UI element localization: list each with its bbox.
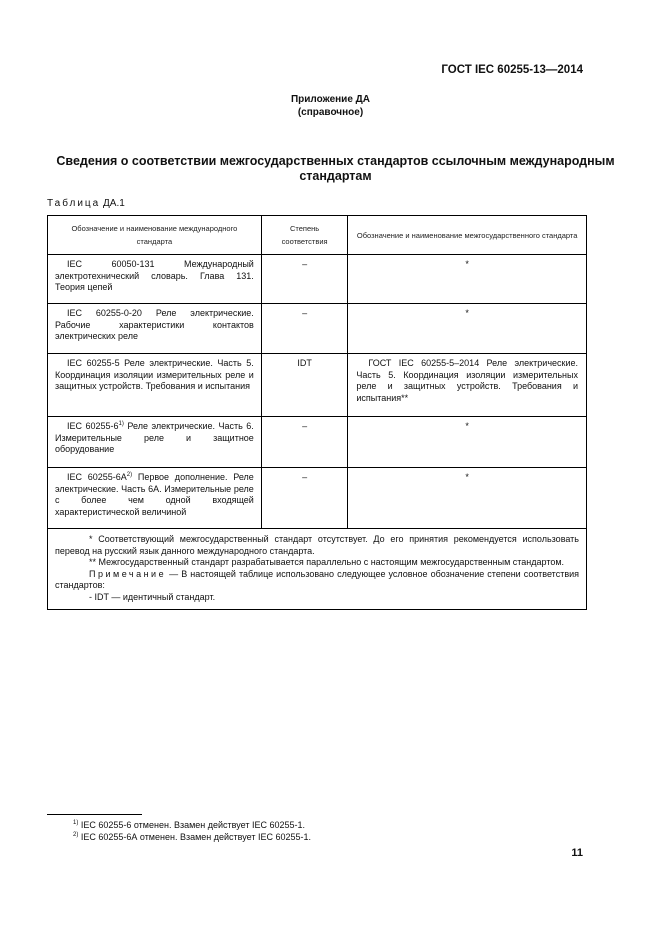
table-row bbox=[48, 354, 587, 417]
table-row bbox=[48, 255, 587, 304]
footnote-2 bbox=[73, 832, 311, 843]
intl-standard-cell bbox=[48, 417, 262, 468]
interstate-standard-cell: * bbox=[348, 468, 587, 529]
note-legend bbox=[55, 569, 579, 592]
footnote-text: IEC 60255-6 отменен. Взамен действует IEC 60255-1. bbox=[78, 820, 305, 830]
footnote-mark: 2) bbox=[73, 832, 79, 838]
degree-cell: – bbox=[261, 255, 348, 304]
footnote-text: IEC 60255-6А отменен. Взамен действует IEC 60255-1. bbox=[78, 832, 311, 842]
table-label-prefix: Таблица bbox=[47, 198, 101, 209]
intl-standard-cell bbox=[48, 468, 262, 529]
table-row bbox=[48, 304, 587, 354]
correspondence-table bbox=[47, 215, 587, 610]
intl-standard-cell: IEC 60255-5 Реле электрические. Часть 5. Координация изоляции измерительных реле и защитных устройств. Требования и испытания bbox=[48, 354, 262, 417]
header-interstate-standard: Обозначение и наименование межгосударственного стандарта bbox=[348, 216, 587, 255]
note-no-standard: * Соответствующий межгосударственный стандарт отсутствует. До его принятия рекомендуется использовать перевод на русский язык данного международного стандарта. bbox=[55, 534, 579, 556]
page-title: Сведения о соответствии межгосударственных стандартов ссылочным международным стандартам bbox=[56, 154, 615, 183]
degree-cell: – bbox=[261, 304, 348, 354]
degree-cell: – bbox=[261, 417, 348, 468]
footnote-1 bbox=[73, 820, 305, 831]
standard-code-header: ГОСТ IEC 60255-13—2014 bbox=[441, 64, 583, 76]
table-notes-row bbox=[48, 529, 587, 610]
table-label bbox=[47, 198, 125, 209]
table-notes bbox=[48, 529, 587, 610]
table-header-row bbox=[48, 216, 587, 255]
degree-cell: – bbox=[261, 468, 348, 529]
degree-cell: IDT bbox=[261, 354, 348, 417]
table-label-number: ДА.1 bbox=[103, 198, 125, 209]
intl-title: Первое дополнение. Реле электрические. Часть 6А. Измерительные реле с более чем одной входящей характеристической величиной bbox=[55, 472, 254, 517]
footnote-mark: 1) bbox=[73, 820, 79, 826]
intl-standard-cell: IEC 60255-0-20 Реле электрические. Рабочие характеристики контактов электрических реле bbox=[48, 304, 262, 354]
interstate-standard-cell: * bbox=[348, 255, 587, 304]
intl-standard-cell: IEC 60050-131 Международный электротехнический словарь. Глава 131. Теория цепей bbox=[48, 255, 262, 304]
interstate-standard-cell: * bbox=[348, 417, 587, 468]
header-intl-standard: Обозначение и наименование международного стандарта bbox=[48, 216, 262, 255]
appendix-subtitle: (справочное) bbox=[297, 107, 364, 118]
page-number: 11 bbox=[571, 847, 583, 859]
intl-title: Реле электрические. Часть 6. Измерительные реле и защитное оборудование bbox=[55, 421, 254, 454]
table-row bbox=[48, 468, 587, 529]
interstate-standard-cell: ГОСТ IEC 60255-5–2014 Реле электрические. Часть 5. Координация изоляции измерительных реле и защитных устройств. Требования и испытания** bbox=[348, 354, 587, 417]
footnote-divider bbox=[47, 814, 142, 815]
footnote-ref: 2) bbox=[126, 472, 133, 478]
note-parallel-development: ** Межгосударственный стандарт разрабатывается параллельно с настоящим межгосударственным стандартом. bbox=[89, 557, 565, 567]
appendix-heading bbox=[0, 93, 661, 119]
table-row bbox=[48, 417, 587, 468]
footnote-ref: 1) bbox=[118, 421, 124, 427]
note-text: — В настоящей таблице использовано следующее условное обозначение степени соответствия стандартов: bbox=[55, 568, 579, 590]
interstate-standard-cell: * bbox=[348, 304, 587, 354]
appendix-title: Приложение ДА bbox=[290, 94, 371, 105]
intl-code: IEC 60255-6A bbox=[67, 472, 127, 482]
header-degree: Степень соответствия bbox=[261, 216, 348, 255]
intl-code: IEC 60255-6 bbox=[67, 421, 119, 431]
note-idt: - IDT — идентичный стандарт. bbox=[89, 591, 216, 602]
note-word: Примечание bbox=[89, 568, 167, 579]
